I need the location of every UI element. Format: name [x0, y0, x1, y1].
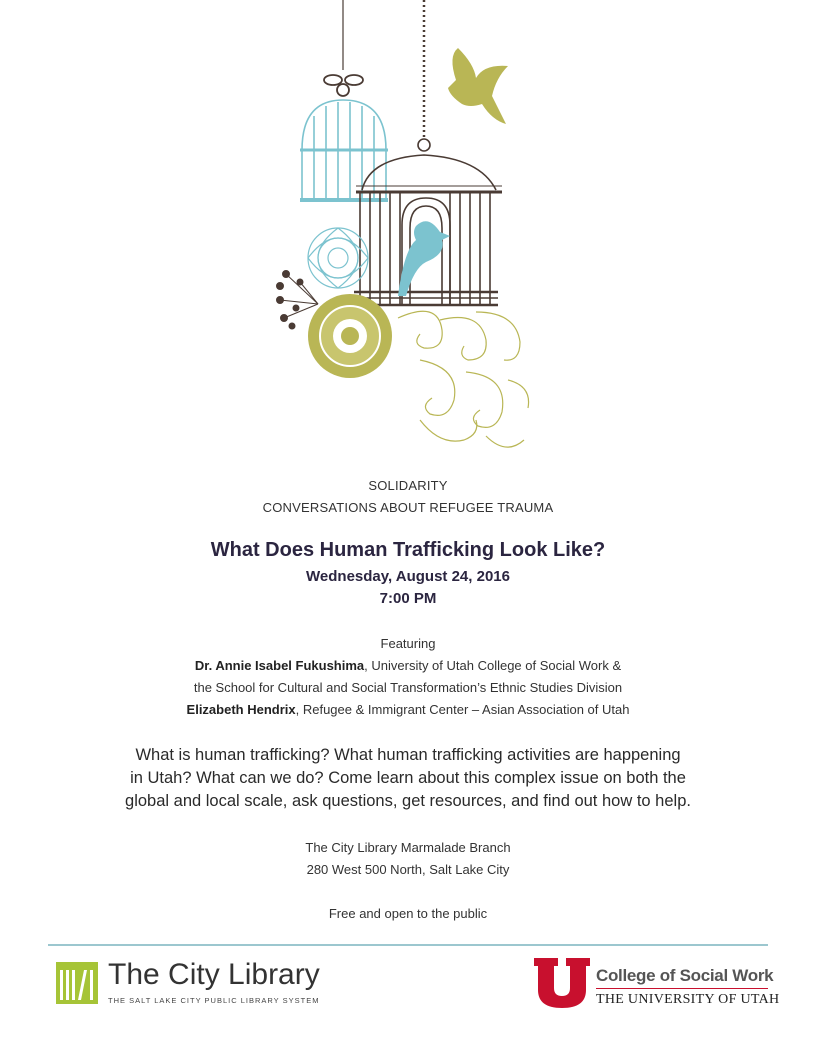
speaker-1-affiliation-cont: the School for Cultural and Social Transformation’s Ethnic Studies Division — [193, 680, 623, 695]
speaker-1-affiliation: , University of Utah College of Social Work & — [364, 658, 622, 673]
series-title: SOLIDARITY — [368, 478, 448, 493]
description-line-3: global and local scale, ask questions, get resources, and find out how to help. — [125, 792, 691, 810]
venue-name: The City Library Marmalade Branch — [305, 840, 511, 855]
books-logo-icon — [56, 962, 98, 1004]
library-name: The City Library — [108, 958, 320, 991]
description-line-1: What is human trafficking? What human trafficking activities are happening — [135, 746, 681, 764]
admission-note: Free and open to the public — [328, 906, 488, 921]
series-subtitle: CONVERSATIONS ABOUT REFUGEE TRAUMA — [262, 500, 554, 515]
university-name: THE UNIVERSITY OF UTAH — [596, 992, 780, 1007]
event-title: What Does Human Trafficking Look Like? — [210, 539, 606, 561]
pale-flower-icon — [308, 228, 368, 288]
speaker-2-name: Elizabeth Hendrix — [186, 702, 296, 717]
bow-icon — [324, 75, 363, 96]
speaker-2-affiliation: , Refugee & Immigrant Center – Asian Association of Utah — [295, 702, 630, 717]
footer-divider — [48, 944, 768, 946]
event-time: 7:00 PM — [379, 590, 437, 607]
event-date: Wednesday, August 24, 2016 — [306, 568, 510, 585]
swirl-ornament-icon — [398, 311, 529, 447]
college-name: College of Social Work — [596, 966, 774, 985]
flying-bird-icon — [448, 48, 508, 124]
speaker-1 — [0, 655, 816, 677]
featuring-label: Featuring — [380, 636, 436, 651]
small-teal-cage-icon — [300, 100, 388, 200]
description-line-2: in Utah? What can we do? Come learn about this complex issue on both the — [130, 769, 686, 787]
block-u-logo-icon — [534, 958, 590, 1008]
college-divider — [596, 988, 768, 989]
speaker-1-name: Dr. Annie Isabel Fukushima — [194, 658, 365, 673]
birdcage-illustration — [270, 0, 540, 460]
venue-address: 280 West 500 North, Salt Lake City — [306, 862, 510, 877]
olive-flower-icon — [308, 294, 392, 378]
library-subtitle: THE SALT LAKE CITY PUBLIC LIBRARY SYSTEM — [108, 996, 320, 1005]
speaker-2 — [0, 699, 816, 721]
